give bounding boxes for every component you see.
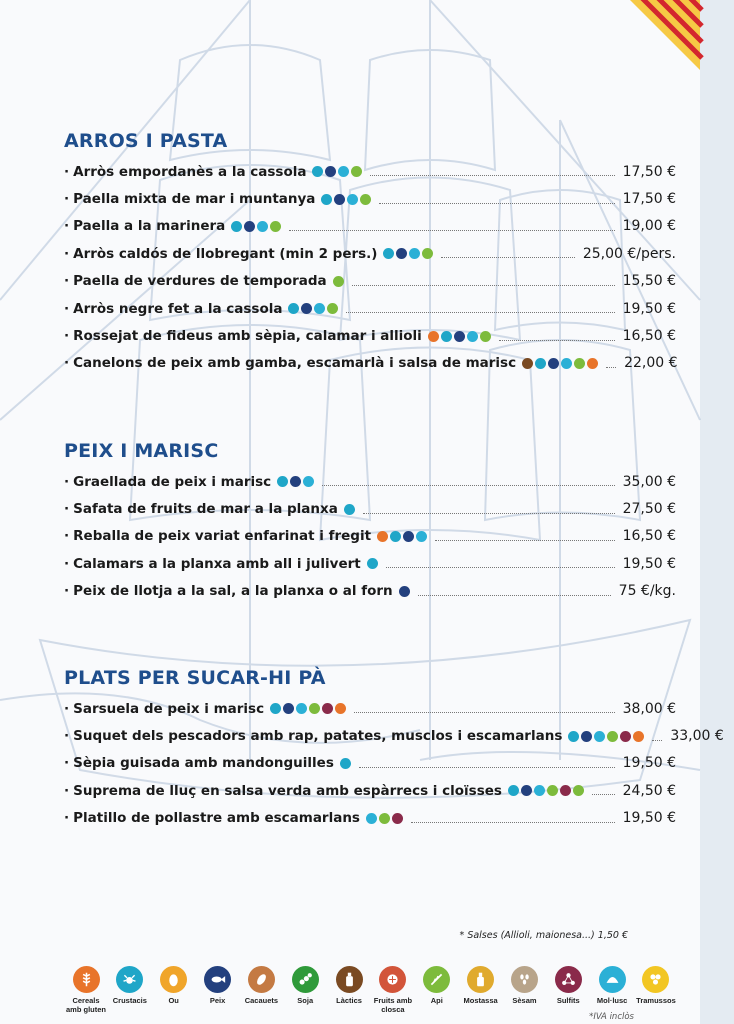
menu-item-name: Platillo de pollastre amb escamarlans xyxy=(73,810,360,827)
fruits-icon xyxy=(379,966,406,993)
peix-icon xyxy=(244,221,255,232)
section-title: PEIX I MARISC xyxy=(64,440,219,462)
crustacis-icon xyxy=(312,166,323,177)
legend-label: Cereals amb gluten xyxy=(66,996,107,1014)
allergen-icons xyxy=(288,303,338,314)
bullet: · xyxy=(64,300,70,317)
api-icon xyxy=(333,276,344,287)
crustacis-icon xyxy=(270,703,281,714)
menu-item-price: 16,50 € xyxy=(622,328,676,345)
menu-item-name: Rossejat de fideus amb sèpia, calamar i allioli xyxy=(73,328,422,345)
menu-item xyxy=(64,805,676,832)
crustacis-icon xyxy=(508,785,519,796)
legend-label: Crustacis xyxy=(112,996,147,1005)
menu-item-price: 38,00 € xyxy=(622,700,676,717)
cereals-icon xyxy=(633,731,644,742)
legend-item-peix xyxy=(198,966,238,1014)
dot-leader xyxy=(346,304,614,313)
allergen-icons xyxy=(366,813,403,824)
sauce-note: * Salses (Allioli, maionesa...) 1,50 € xyxy=(459,930,628,941)
menu-item-price: 35,00 € xyxy=(622,473,676,490)
menu-item-name: Paella mixta de mar i muntanya xyxy=(73,191,316,208)
legend-item-crustacis xyxy=(110,966,150,1014)
bullet: · xyxy=(64,501,70,518)
bullet: · xyxy=(64,755,70,772)
crustacis-icon xyxy=(116,966,143,993)
peix-icon xyxy=(290,476,301,487)
dot-leader xyxy=(352,277,615,286)
menu-item-price: 15,50 € xyxy=(622,273,676,290)
menu-item-price: 33,00 € xyxy=(670,728,724,745)
legend-item-tramussos xyxy=(636,966,676,1014)
peix-icon xyxy=(325,166,336,177)
dot-leader xyxy=(363,505,615,514)
menu-item-price: 19,50 € xyxy=(622,300,676,317)
menu-item-name: Arròs empordanès a la cassola xyxy=(73,163,307,180)
allergen-icons xyxy=(399,586,410,597)
crustacis-icon xyxy=(535,358,546,369)
dot-leader xyxy=(441,249,574,258)
mol-lusc-icon xyxy=(314,303,325,314)
menu-item-name: Safata de fruits de mar a la planxa xyxy=(73,501,338,518)
menu-item-price: 19,50 € xyxy=(622,810,676,827)
legend-item-fruits xyxy=(373,966,413,1014)
bullet: · xyxy=(64,728,70,745)
peix-icon xyxy=(548,358,559,369)
allergen-icons xyxy=(277,476,314,487)
legend-label: Soja xyxy=(297,996,314,1005)
menu-item-price: 17,50 € xyxy=(622,191,676,208)
allergen-icons xyxy=(383,248,433,259)
crustacis-icon xyxy=(390,531,401,542)
allergen-icons xyxy=(312,166,362,177)
allergen-icons xyxy=(321,194,371,205)
api-icon xyxy=(422,248,433,259)
allergen-icons xyxy=(508,785,584,796)
menu-item-name: Suprema de lluç en salsa verda amb espàrrecs i cloïsses xyxy=(73,782,502,799)
menu-item xyxy=(64,495,676,522)
legend-item-cacauets xyxy=(241,966,281,1014)
allergen-legend xyxy=(66,966,676,1014)
bullet: · xyxy=(64,810,70,827)
crustacis-icon xyxy=(277,476,288,487)
dot-leader xyxy=(652,732,662,741)
dot-leader xyxy=(289,222,614,231)
mol-lusc-icon xyxy=(416,531,427,542)
api-icon xyxy=(360,194,371,205)
peix-icon xyxy=(521,785,532,796)
api-icon xyxy=(480,331,491,342)
crustacis-icon xyxy=(288,303,299,314)
legend-item-mol-lusc xyxy=(592,966,632,1014)
menu-item-price: 17,50 € xyxy=(622,163,676,180)
allergen-icons xyxy=(333,276,344,287)
dot-leader xyxy=(322,477,614,486)
mol-lusc-icon xyxy=(257,221,268,232)
cereals-icon xyxy=(428,331,439,342)
sulfits-icon xyxy=(392,813,403,824)
menu-item-price: 22,00 € xyxy=(624,355,678,372)
bullet: · xyxy=(64,555,70,572)
dot-leader xyxy=(606,359,616,368)
dot-leader xyxy=(359,759,615,768)
legend-item-ou xyxy=(154,966,194,1014)
peix-icon xyxy=(454,331,465,342)
crustacis-icon xyxy=(568,731,579,742)
mol-lusc-icon xyxy=(296,703,307,714)
menu-item-name: Arròs negre fet a la cassola xyxy=(73,300,283,317)
crustacis-icon xyxy=(321,194,332,205)
sulfits-icon xyxy=(620,731,631,742)
menu-item xyxy=(64,322,676,349)
section-title: PLATS PER SUCAR-HI PÀ xyxy=(64,667,326,689)
menu-item xyxy=(64,295,676,322)
mol-lusc-icon xyxy=(303,476,314,487)
bullet: · xyxy=(64,528,70,545)
legend-item-sulfits xyxy=(548,966,588,1014)
legend-item-api xyxy=(417,966,457,1014)
lactics-icon xyxy=(522,358,533,369)
menu-item xyxy=(64,213,676,240)
menu-item-name: Sarsuela de peix i marisc xyxy=(73,700,265,717)
legend-label: Làctics xyxy=(336,996,362,1005)
mol-lusc-icon xyxy=(599,966,626,993)
peix-icon xyxy=(204,966,231,993)
section-title: ARROS I PASTA xyxy=(64,130,228,152)
legend-label: Mostassa xyxy=(463,996,498,1005)
menu-item-price: 16,50 € xyxy=(622,528,676,545)
peix-icon xyxy=(399,586,410,597)
allergen-icons xyxy=(568,731,644,742)
menu-item xyxy=(64,750,676,777)
dot-leader xyxy=(592,786,615,795)
api-icon xyxy=(270,221,281,232)
menu-item xyxy=(64,268,676,295)
iva-note: *IVA inclòs xyxy=(589,1012,634,1022)
section-arros-i-pasta xyxy=(64,130,676,377)
section-peix-i-marisc xyxy=(64,440,676,605)
api-icon xyxy=(573,785,584,796)
allergen-icons xyxy=(231,221,281,232)
bullet: · xyxy=(64,273,70,290)
legend-label: Fruits amb closca xyxy=(373,996,413,1014)
mol-lusc-icon xyxy=(347,194,358,205)
dot-leader xyxy=(370,167,614,176)
menu-item xyxy=(64,468,676,495)
legend-label: Sulfits xyxy=(556,996,580,1005)
soja-icon xyxy=(292,966,319,993)
menu-item-name: Peix de llotja a la sal, a la planxa o al forn xyxy=(73,583,393,600)
peix-icon xyxy=(283,703,294,714)
api-icon xyxy=(309,703,320,714)
menu-item-price: 27,50 € xyxy=(622,501,676,518)
crustacis-icon xyxy=(231,221,242,232)
dot-leader xyxy=(379,195,614,204)
section-plats-per-sucar-hi-pa xyxy=(64,667,724,832)
allergen-icons xyxy=(522,358,598,369)
cacauets-icon xyxy=(248,966,275,993)
peix-icon xyxy=(301,303,312,314)
legend-label: Tramussos xyxy=(636,996,676,1005)
menu-item-name: Sèpia guisada amb mandonguilles xyxy=(73,755,334,772)
mol-lusc-icon xyxy=(534,785,545,796)
crustacis-icon xyxy=(367,558,378,569)
crustacis-icon xyxy=(344,504,355,515)
allergen-icons xyxy=(340,758,351,769)
bullet: · xyxy=(64,782,70,799)
allergen-icons xyxy=(367,558,378,569)
mostassa-icon xyxy=(467,966,494,993)
legend-label: Peix xyxy=(209,996,226,1005)
dot-leader xyxy=(418,587,611,596)
mol-lusc-icon xyxy=(366,813,377,824)
bullet: · xyxy=(64,583,70,600)
allergen-icons xyxy=(270,703,346,714)
ou-icon xyxy=(160,966,187,993)
bullet: · xyxy=(64,700,70,717)
bullet: · xyxy=(64,191,70,208)
menu-item xyxy=(64,777,676,804)
api-icon xyxy=(351,166,362,177)
api-icon xyxy=(327,303,338,314)
bullet: · xyxy=(64,163,70,180)
legend-item-sesam xyxy=(504,966,544,1014)
api-icon xyxy=(379,813,390,824)
menu-item-price: 25,00 €/pers. xyxy=(582,245,676,262)
allergen-icons xyxy=(428,331,491,342)
menu-item-price: 75 €/kg. xyxy=(618,583,676,600)
peix-icon xyxy=(334,194,345,205)
peix-icon xyxy=(581,731,592,742)
legend-item-cereals xyxy=(66,966,106,1014)
menu-item xyxy=(64,695,676,722)
crustacis-icon xyxy=(441,331,452,342)
peix-icon xyxy=(403,531,414,542)
menu-item-price: 19,50 € xyxy=(622,555,676,572)
cereals-icon xyxy=(377,531,388,542)
peix-icon xyxy=(396,248,407,259)
mol-lusc-icon xyxy=(594,731,605,742)
legend-label: Cacauets xyxy=(244,996,279,1005)
mol-lusc-icon xyxy=(409,248,420,259)
crustacis-icon xyxy=(340,758,351,769)
crustacis-icon xyxy=(383,248,394,259)
legend-item-lactics xyxy=(329,966,369,1014)
legend-item-soja xyxy=(285,966,325,1014)
lactics-icon xyxy=(336,966,363,993)
dot-leader xyxy=(435,532,615,541)
sulfits-icon xyxy=(322,703,333,714)
menu-item-name: Suquet dels pescadors amb rap, patates, musclos i escamarlans xyxy=(73,728,563,745)
catalan-flag-corner xyxy=(630,0,700,70)
api-icon xyxy=(574,358,585,369)
menu-item xyxy=(64,550,676,577)
legend-label: Mol·lusc xyxy=(596,996,628,1005)
menu-item-name: Canelons de peix amb gamba, escamarlà i salsa de marisc xyxy=(73,355,517,372)
allergen-icons xyxy=(344,504,355,515)
legend-label: Api xyxy=(430,996,443,1005)
legend-label: Ou xyxy=(168,996,179,1005)
menu-item-price: 19,00 € xyxy=(622,218,676,235)
sulfits-icon xyxy=(555,966,582,993)
cereals-icon xyxy=(335,703,346,714)
menu-item xyxy=(64,350,676,377)
menu-item xyxy=(64,240,676,267)
bullet: · xyxy=(64,473,70,490)
menu-item-name: Calamars a la planxa amb all i julivert xyxy=(73,555,361,572)
mol-lusc-icon xyxy=(561,358,572,369)
cereals-icon xyxy=(587,358,598,369)
dot-leader xyxy=(354,704,614,713)
bullet: · xyxy=(64,245,70,262)
dot-leader xyxy=(499,332,615,341)
menu-item-price: 24,50 € xyxy=(622,782,676,799)
mol-lusc-icon xyxy=(338,166,349,177)
menu-item-name: Graellada de peix i marisc xyxy=(73,473,272,490)
menu-item xyxy=(64,185,676,212)
menu-item-price: 19,50 € xyxy=(622,755,676,772)
mol-lusc-icon xyxy=(467,331,478,342)
legend-item-mostassa xyxy=(461,966,501,1014)
menu-item-name: Arròs caldós de llobregant (min 2 pers.) xyxy=(73,245,378,262)
allergen-icons xyxy=(377,531,427,542)
bullet: · xyxy=(64,355,70,372)
menu-item xyxy=(64,722,724,749)
menu-item xyxy=(64,158,676,185)
dot-leader xyxy=(411,814,615,823)
menu-item-name: Paella de verdures de temporada xyxy=(73,273,327,290)
dot-leader xyxy=(386,559,615,568)
api-icon xyxy=(423,966,450,993)
cereals-icon xyxy=(73,966,100,993)
bullet: · xyxy=(64,218,70,235)
menu-item-name: Reballa de peix variat enfarinat i fregit xyxy=(73,528,372,545)
legend-label: Sèsam xyxy=(512,996,537,1005)
tramussos-icon xyxy=(642,966,669,993)
api-icon xyxy=(607,731,618,742)
sesam-icon xyxy=(511,966,538,993)
api-icon xyxy=(547,785,558,796)
menu-item-name: Paella a la marinera xyxy=(73,218,226,235)
bullet: · xyxy=(64,328,70,345)
menu-item xyxy=(64,523,676,550)
menu-item xyxy=(64,578,676,605)
sulfits-icon xyxy=(560,785,571,796)
